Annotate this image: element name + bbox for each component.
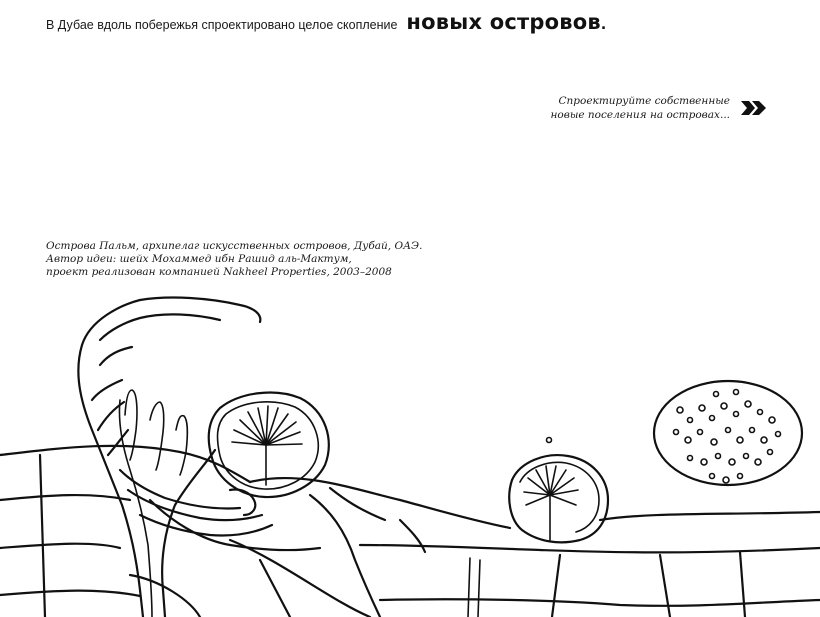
- world-archipelago: [654, 381, 802, 485]
- caption-line-3: проект реализован компанией Nakheel Properties, 2003–2008: [46, 266, 392, 278]
- caption-line-2: Автор идеи: шейх Мохаммед ибн Рашид аль-Мактум,: [46, 253, 352, 265]
- palm-jumeirah: [78, 298, 272, 617]
- headline-emphasis: новых островов: [406, 10, 601, 34]
- palm-medallion-left: [209, 393, 329, 498]
- design-prompt-line-1: Спроектируйте собственные: [558, 95, 730, 107]
- palm-medallion-center: [509, 438, 608, 543]
- headline-period: .: [600, 17, 607, 33]
- headline-lead: В Дубае вдоль побережья спроектировано целое скопление: [46, 18, 398, 32]
- caption-line-1: Острова Пальм, архипелаг искусственных островов, Дубай, ОАЭ.: [46, 240, 423, 252]
- design-prompt-line-2: новые поселения на островах...: [550, 109, 730, 121]
